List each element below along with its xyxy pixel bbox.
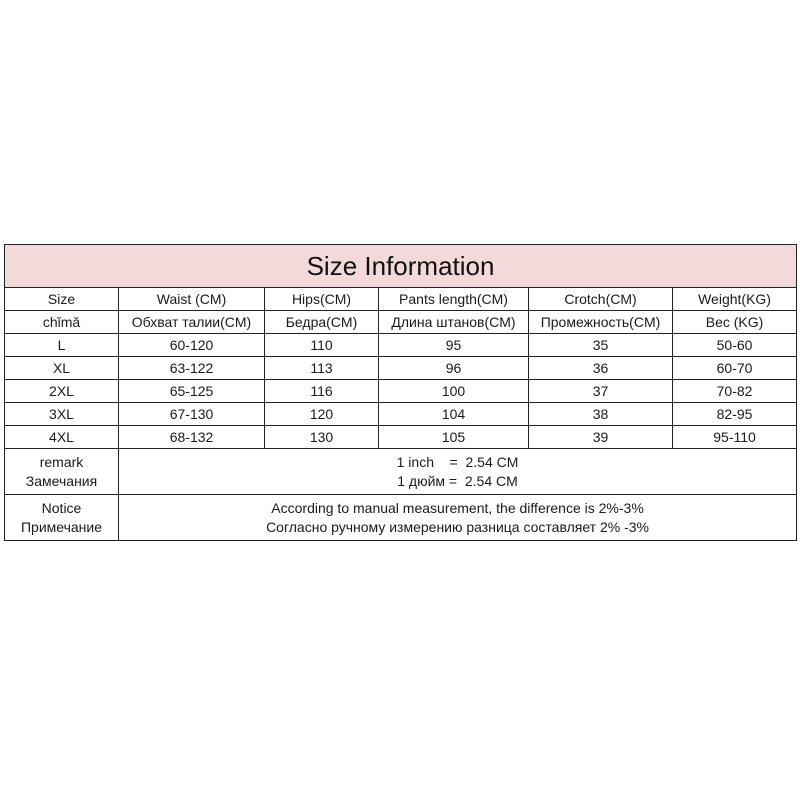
table-cell-weight: 70-82 [673,380,797,403]
table-cell-hips: 130 [265,426,379,449]
notice-content [119,495,797,541]
table-cell-size: XL [5,357,119,380]
header-cell-waist: Waist (CM) [119,288,265,311]
table-cell-crotch: 35 [529,334,673,357]
table-row [5,403,797,426]
table-cell-hips: 116 [265,380,379,403]
table-row [5,334,797,357]
notice-line-english: According to manual measurement, the difference is 2%-3% [271,499,644,516]
header-cell-pants-length-ru: Длина штанов(CM) [379,311,529,334]
header-row-english [5,288,797,311]
table-row [5,357,797,380]
header-cell-waist-ru: Обхват талии(CM) [119,311,265,334]
table-cell-crotch: 36 [529,357,673,380]
table-cell-size: 4XL [5,426,119,449]
table-cell-size: L [5,334,119,357]
header-cell-crotch: Crotch(CM) [529,288,673,311]
notice-line-russian: Согласно ручному измерению разница составляет 2% -3% [266,518,649,535]
table-cell-size: 2XL [5,380,119,403]
table-cell-size: 3XL [5,403,119,426]
remark-content [119,449,797,495]
table-cell-waist: 67-130 [119,403,265,426]
header-cell-size: Size [5,288,119,311]
table-cell-hips: 110 [265,334,379,357]
remark-line-inch: 1 inch = 2.54 CM [396,453,519,470]
table-title: Size Information [5,245,797,288]
remark-label-english: remark [39,453,84,470]
header-cell-crotch-ru: Промежность(CM) [529,311,673,334]
table-cell-weight: 95-110 [673,426,797,449]
table-cell-crotch: 38 [529,403,673,426]
table-cell-pants-length: 105 [379,426,529,449]
header-cell-pants-length: Pants length(CM) [379,288,529,311]
remark-line-dyuym: 1 дюйм = 2.54 CM [397,472,518,489]
size-information-table [4,244,797,541]
remark-row [5,449,797,495]
header-cell-hips-ru: Бедра(CM) [265,311,379,334]
table-cell-hips: 120 [265,403,379,426]
header-cell-weight-ru: Вес (KG) [673,311,797,334]
table-cell-weight: 50-60 [673,334,797,357]
table-cell-pants-length: 100 [379,380,529,403]
notice-label [5,495,119,541]
table-cell-hips: 113 [265,357,379,380]
table-cell-waist: 68-132 [119,426,265,449]
notice-row [5,495,797,541]
table-row [5,380,797,403]
remark-label [5,449,119,495]
table-row [5,426,797,449]
table-cell-pants-length: 96 [379,357,529,380]
table-cell-pants-length: 95 [379,334,529,357]
table-cell-waist: 60-120 [119,334,265,357]
table-cell-weight: 60-70 [673,357,797,380]
table-cell-waist: 65-125 [119,380,265,403]
header-cell-weight: Weight(KG) [673,288,797,311]
table-cell-crotch: 37 [529,380,673,403]
table-cell-pants-length: 104 [379,403,529,426]
notice-label-english: Notice [41,499,82,516]
header-cell-size-ru: chǐmǎ [5,311,119,334]
header-cell-hips: Hips(CM) [265,288,379,311]
header-row-russian [5,311,797,334]
table-cell-weight: 82-95 [673,403,797,426]
remark-label-russian: Замечания [25,472,98,489]
notice-label-russian: Примечание [20,518,103,535]
table-cell-waist: 63-122 [119,357,265,380]
table-cell-crotch: 39 [529,426,673,449]
